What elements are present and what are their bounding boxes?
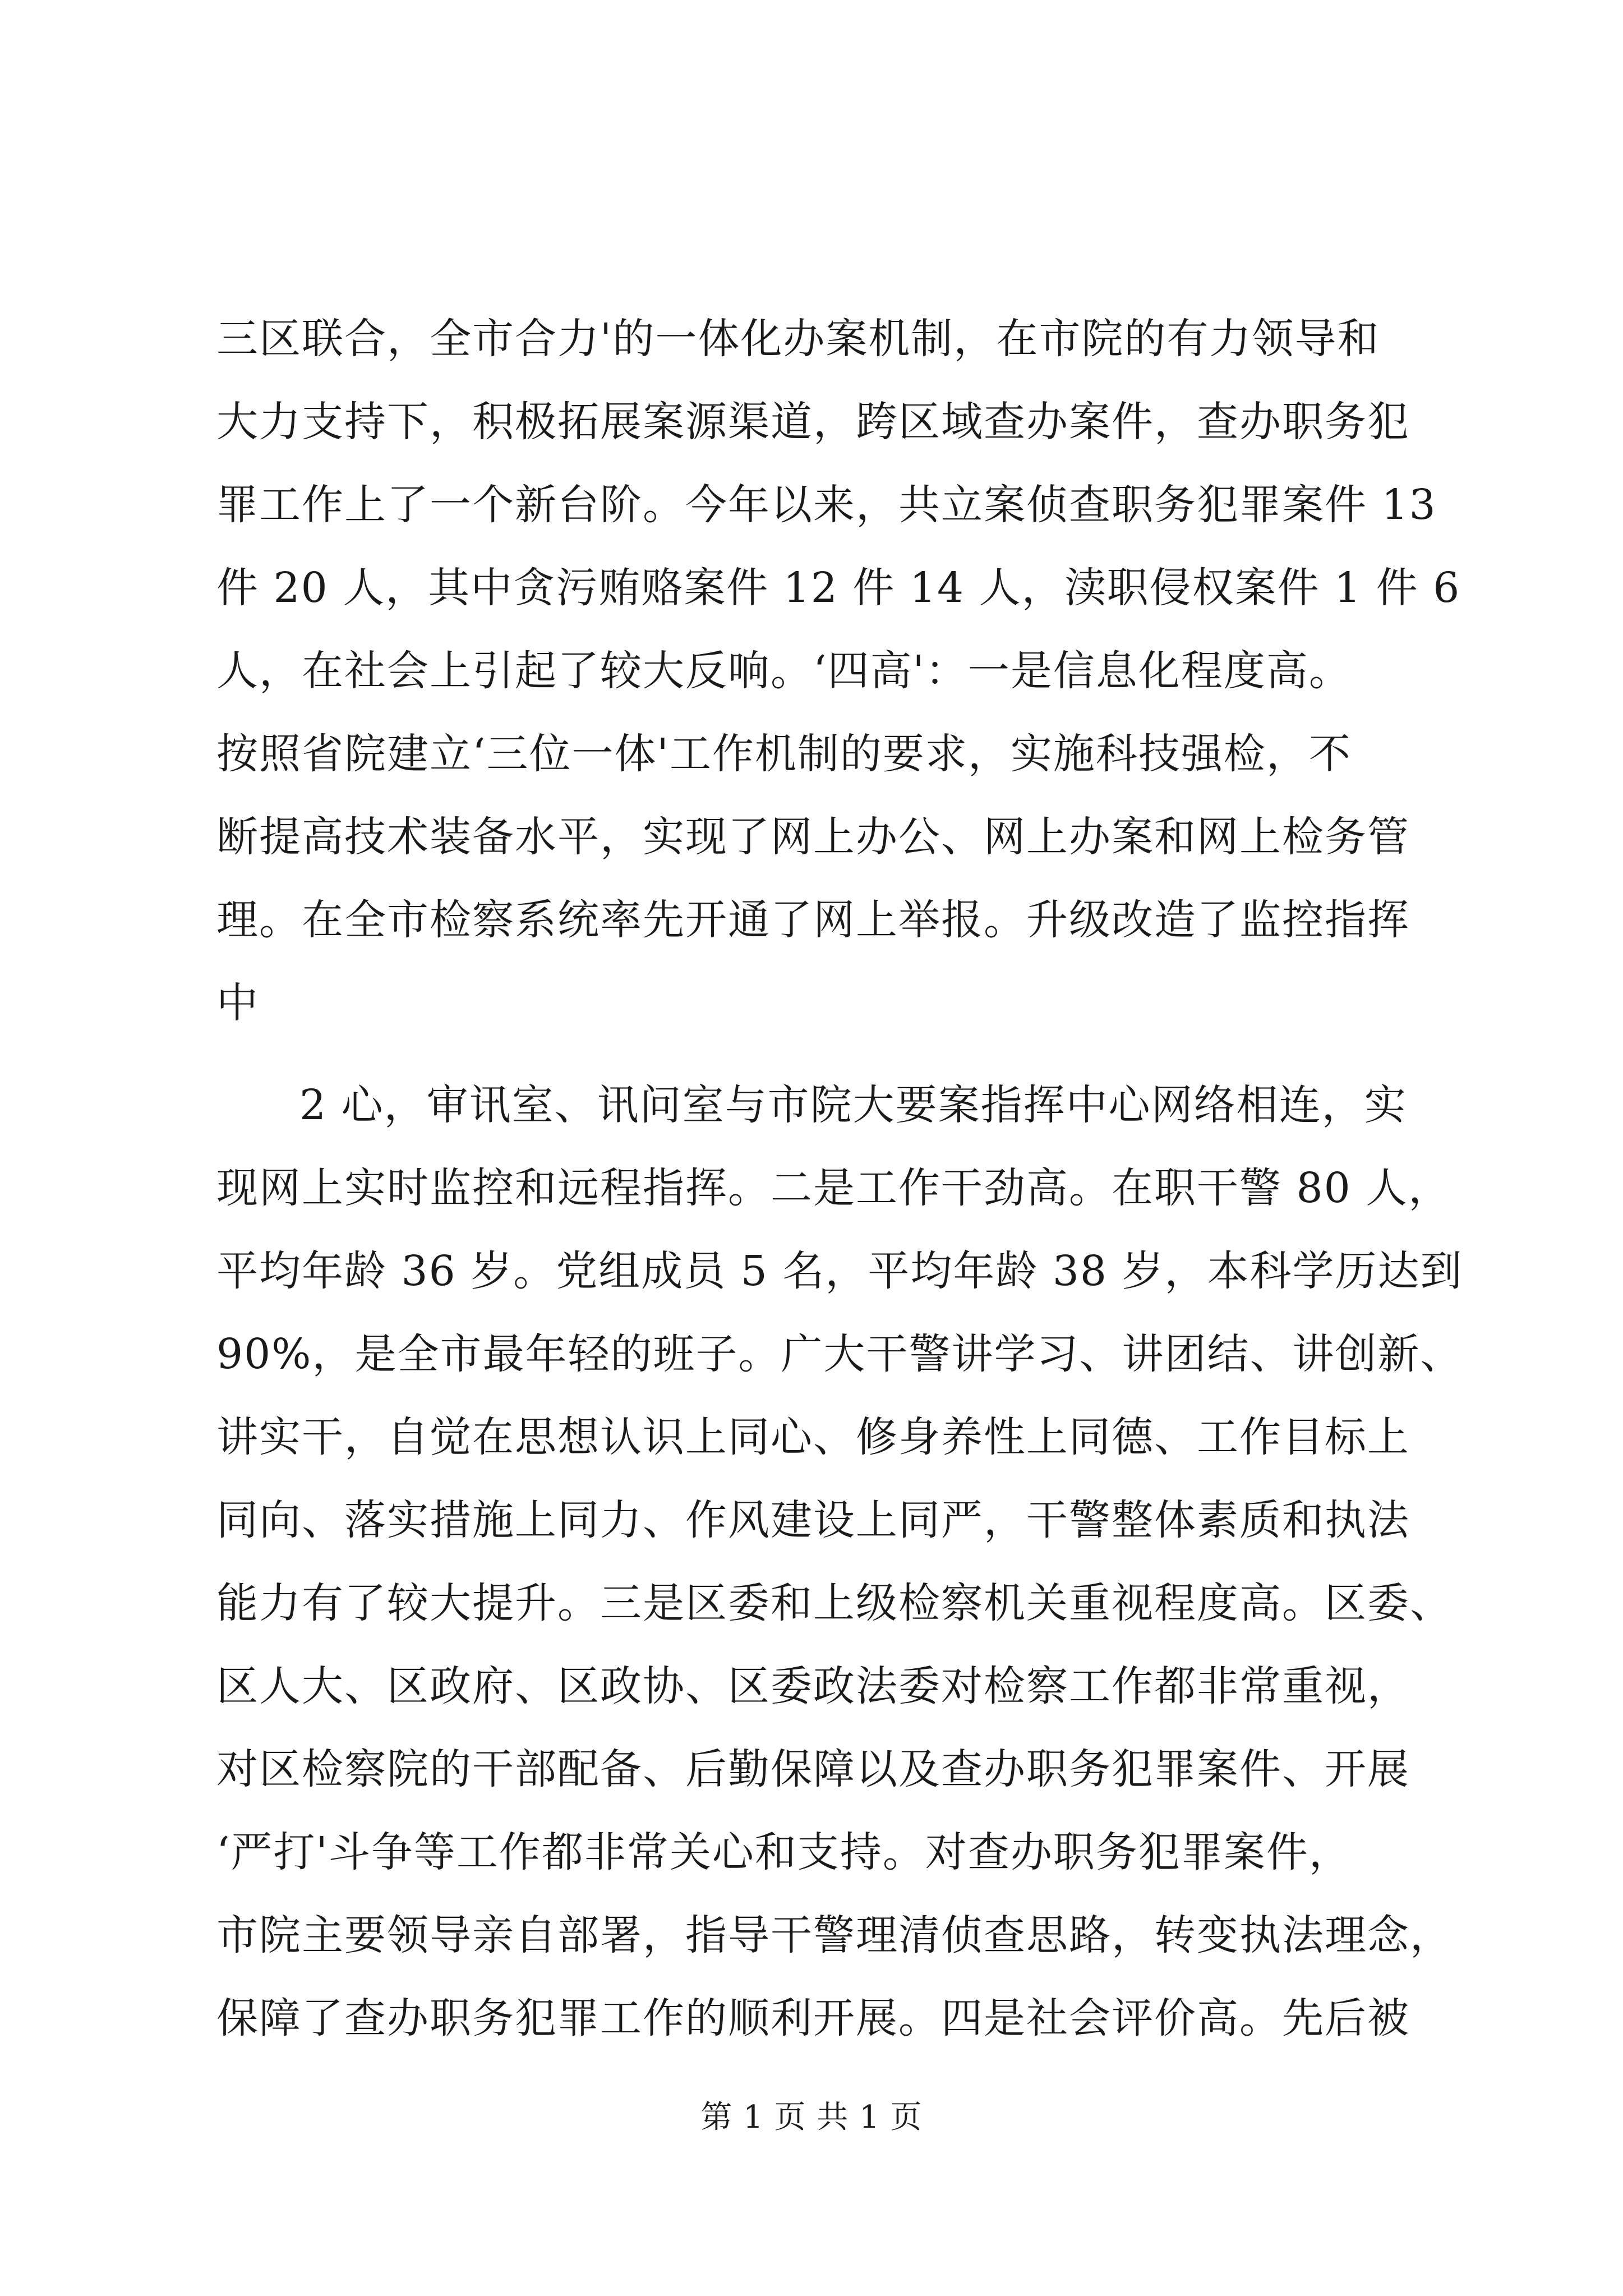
document-body — [216, 297, 1463, 2060]
paragraph-spacer — [216, 1045, 1417, 1064]
text-line: 同向、落实措施上同力、作风建设上同严，干警整体素质和执法 — [216, 1496, 1410, 1544]
text-line: 断提高技术装备水平，实现了网上办公、网上办案和网上检务管 — [216, 813, 1410, 861]
text-line: 中 — [216, 979, 259, 1027]
text-line: 能力有了较大提升。三是区委和上级检察机关重视程度高。区委、 — [216, 1579, 1453, 1627]
text-line: 罪工作上了一个新台阶。今年以来，共立案侦查职务犯罪案件 13 — [216, 481, 1437, 529]
text-line: 90%，是全市最年轻的班子。广大干警讲学习、讲团结、讲创新、 — [216, 1330, 1463, 1378]
text-line: 对区检察院的干部配备、后勤保障以及查办职务犯罪案件、开展 — [216, 1745, 1410, 1793]
text-line: 按照省院建立‘三位一体'工作机制的要求，实施科技强检，不 — [216, 730, 1352, 778]
paragraph-2 — [216, 1064, 1463, 2060]
text-line: 人，在社会上引起了较大反响。‘四高'：一是信息化程度高。 — [216, 647, 1352, 695]
text-line: 市院主要领导亲自部署，指导干警理清侦查思路，转变执法理念， — [216, 1911, 1453, 1959]
text-line: 保障了查办职务犯罪工作的顺利开展。四是社会评价高。先后被 — [216, 1994, 1410, 2042]
text-line: 大力支持下，积极拓展案源渠道，跨区域查办案件，查办职务犯 — [216, 398, 1410, 446]
paragraph-1 — [216, 297, 1461, 1045]
text-line: 2 心，审讯室、讯问室与市院大要案指挥中心网络相连，实 — [299, 1081, 1407, 1129]
text-line: ‘严打'斗争等工作都非常关心和支持。对查办职务犯罪案件， — [216, 1828, 1352, 1876]
page-number-footer: 第 1 页 共 1 页 — [700, 2099, 923, 2136]
text-line: 区人大、区政府、区政协、区委政法委对检察工作都非常重视， — [216, 1662, 1410, 1710]
text-line: 平均年龄 36 岁。党组成员 5 名，平均年龄 38 岁，本科学历达到 — [216, 1247, 1463, 1295]
text-line: 现网上实时监控和远程指挥。二是工作干劲高。在职干警 80 人， — [216, 1164, 1451, 1212]
text-line: 三区联合，全市合力'的一体化办案机制，在市院的有力领导和 — [216, 315, 1380, 363]
text-line: 讲实干，自觉在思想认识上同心、修身养性上同德、工作目标上 — [216, 1413, 1410, 1461]
text-line: 件 20 人，其中贪污贿赂案件 12 件 14 人，渎职侵权案件 1 件 6 — [216, 564, 1461, 612]
text-line: 理。在全市检察系统率先开通了网上举报。升级改造了监控指挥 — [216, 896, 1410, 944]
